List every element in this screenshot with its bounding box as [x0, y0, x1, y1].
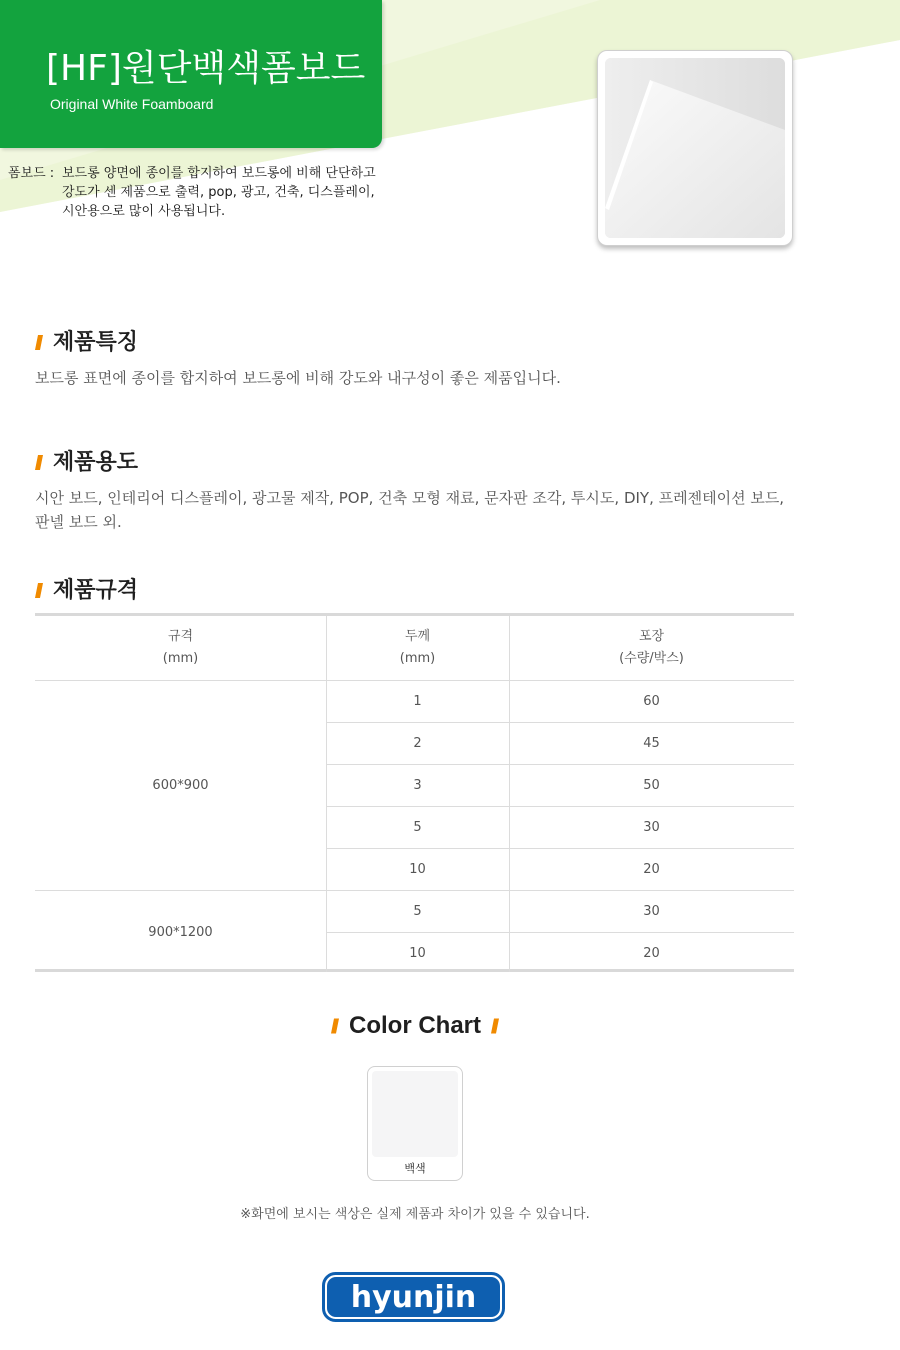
- usage-text-line: 시안 보드, 인테리어 디스플레이, 광고물 제작, POP, 건축 모형 재료, 문자판 조각, 투시도, DIY, 프레젠테이션 보드,: [35, 489, 785, 507]
- table-cell-qty: 60: [643, 694, 660, 709]
- table-cell-thickness: 5: [413, 904, 422, 919]
- usage-heading: [35, 445, 138, 476]
- product-photo: [605, 58, 785, 238]
- header-unit: (수량/박스): [619, 651, 684, 666]
- product-title: [HF]원단백색폼보드: [46, 48, 366, 89]
- slash-icon: [491, 1018, 499, 1034]
- color-disclaimer: ※화면에 보시는 색상은 실제 제품과 차이가 있을 수 있습니다.: [240, 1207, 590, 1222]
- logo-text: hyunjin: [350, 1280, 477, 1315]
- table-cell-qty: 45: [643, 736, 660, 751]
- slash-icon: [331, 1018, 339, 1034]
- header-label: 규격: [167, 629, 194, 644]
- table-header-packaging: [509, 616, 794, 680]
- swatch-label: 백색: [404, 1162, 426, 1175]
- slash-icon: [35, 455, 43, 470]
- table-cell-size: 900*1200: [148, 924, 213, 940]
- features-heading: [35, 325, 138, 356]
- table-cell-qty: 30: [643, 904, 660, 919]
- header-label: 포장: [638, 629, 665, 644]
- header-unit: (mm): [162, 651, 199, 666]
- table-cell-thickness: 10: [409, 945, 426, 961]
- slash-icon: [35, 335, 43, 350]
- spec-title: 제품규격: [53, 578, 139, 603]
- features-title: 제품특징: [53, 330, 139, 355]
- usage-text-line: 판넬 보드 외.: [35, 513, 122, 531]
- color-chart-title: Color Chart: [349, 1012, 481, 1039]
- table-cell-qty: 50: [643, 778, 660, 793]
- features-text: 보드롱 표면에 종이를 합지하여 보드롱에 비해 강도와 내구성이 좋은 제품입니다.: [35, 369, 561, 387]
- table-cell-thickness: 10: [409, 862, 426, 877]
- table-cell-thickness: 2: [413, 736, 422, 751]
- swatch-color-sample: [372, 1071, 458, 1157]
- table-cell-qty: 20: [643, 862, 660, 877]
- spec-heading: [35, 573, 138, 604]
- table-cell-qty: 20: [643, 945, 660, 961]
- spec-table: [35, 613, 794, 972]
- table-cell-thickness: 1: [413, 694, 422, 709]
- hyunjin-logo: [322, 1272, 505, 1322]
- product-photo-frame: [597, 50, 793, 246]
- title-banner: [0, 0, 382, 148]
- intro-line: 강도가 센 제품으로 출력, pop, 광고, 건축, 디스플레이,: [62, 185, 375, 200]
- intro-line: 보드롱 양면에 종이를 합지하여 보드롱에 비해 단단하고: [62, 166, 376, 181]
- header-unit: (mm): [399, 651, 436, 666]
- header-label: 두께: [404, 629, 431, 644]
- table-header-size: [35, 616, 326, 680]
- table-header-thickness: [326, 616, 509, 680]
- usage-title: 제품용도: [53, 450, 139, 475]
- table-cell-size: 600*900: [152, 778, 209, 793]
- product-subtitle: Original White Foamboard: [50, 96, 214, 112]
- table-cell-thickness: 5: [413, 820, 422, 835]
- color-chart-heading: [0, 1012, 830, 1040]
- slash-icon: [35, 583, 43, 598]
- intro-line: 시안용으로 많이 사용됩니다.: [62, 204, 226, 219]
- table-cell-qty: 30: [643, 820, 660, 835]
- color-swatch: [367, 1066, 463, 1181]
- table-cell-thickness: 3: [413, 778, 422, 793]
- intro-label: 폼보드 :: [8, 166, 55, 181]
